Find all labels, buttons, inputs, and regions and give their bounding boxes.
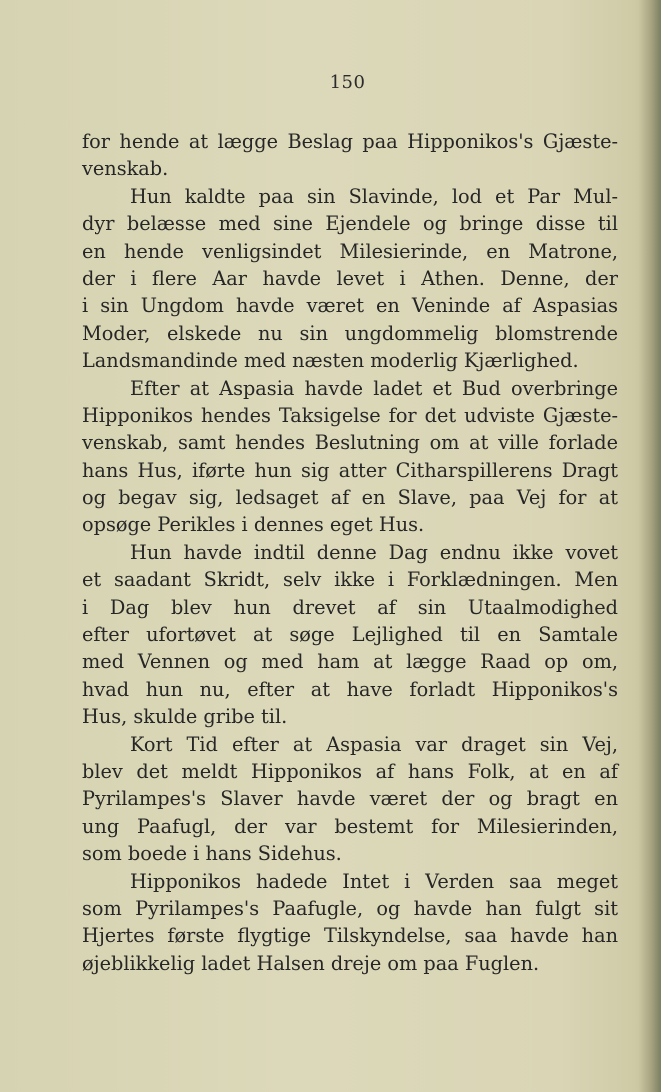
- page-number: 150: [329, 72, 366, 93]
- text-line: Hus, skulde gribe til.: [82, 705, 288, 729]
- text-line: en hende venligsindet Milesierinde, en Matrone,: [82, 239, 618, 263]
- text-line: for hende at lægge Beslag paa Hipponikos's Gjæste-: [82, 130, 618, 153]
- text-line: Pyrilampes's Slaver havde været der og bragt en: [82, 787, 618, 811]
- text-line: i sin Ungdom havde været en Veninde af Aspasias: [82, 294, 618, 318]
- text-line: dyr belæsse med sine Ejendele og bringe disse til: [82, 212, 618, 236]
- text-line: Hipponikos hadede Intet i Verden saa meget: [130, 869, 618, 893]
- page-edge-shadow: [639, 0, 661, 1092]
- text-line: Moder, elskede nu sin ungdommelig blomstrende: [82, 321, 618, 345]
- text-line: hvad hun nu, efter at have forladt Hipponikos's: [82, 677, 618, 701]
- text-line: Hipponikos hendes Taksigelse for det udviste Gjæste-: [82, 403, 618, 427]
- text-line: som Pyrilampes's Paafugle, og havde han fulgt sit: [82, 896, 618, 920]
- text-line: Landsmandinde med næsten moderlig Kjærlighed.: [82, 349, 579, 373]
- text-line: opsøge Perikles i dennes eget Hus.: [82, 513, 425, 537]
- text-line: øjeblikkelig ladet Halsen dreje om paa Fuglen.: [82, 951, 540, 975]
- body-text: [82, 128, 618, 977]
- text-line: som boede i hans Sidehus.: [82, 842, 342, 866]
- text-line: der i flere Aar havde levet i Athen. Denne, der: [82, 266, 618, 290]
- text-line: ung Paafugl, der var bestemt for Milesierinden,: [82, 814, 618, 838]
- text-line: et saadant Skridt, selv ikke i Forklædningen. Men: [82, 568, 618, 592]
- text-line: blev det meldt Hipponikos af hans Folk, at en af: [82, 759, 618, 783]
- text-line: venskab.: [82, 157, 169, 181]
- text-line: efter ufortøvet at søge Lejlighed til en Samtale: [82, 623, 618, 647]
- text-line: i Dag blev hun drevet af sin Utaalmodighed: [82, 595, 618, 619]
- text-line: Hjertes første flygtige Tilskyndelse, saa havde han: [82, 924, 618, 948]
- text-line: hans Hus, iførte hun sig atter Citharspillerens Dragt: [82, 458, 618, 482]
- text-line: Hun havde indtil denne Dag endnu ikke vovet: [130, 540, 618, 564]
- text-line: venskab, samt hendes Beslutning om at ville forlade: [82, 431, 618, 455]
- text-line: med Vennen og med ham at lægge Raad op om,: [82, 650, 618, 674]
- text-line: Efter at Aspasia havde ladet et Bud overbringe: [130, 376, 618, 400]
- text-line: og begav sig, ledsaget af en Slave, paa Vej for at: [82, 486, 618, 510]
- text-line: Kort Tid efter at Aspasia var draget sin Vej,: [130, 732, 618, 756]
- text-line: Hun kaldte paa sin Slavinde, lod et Par Mul-: [130, 184, 618, 208]
